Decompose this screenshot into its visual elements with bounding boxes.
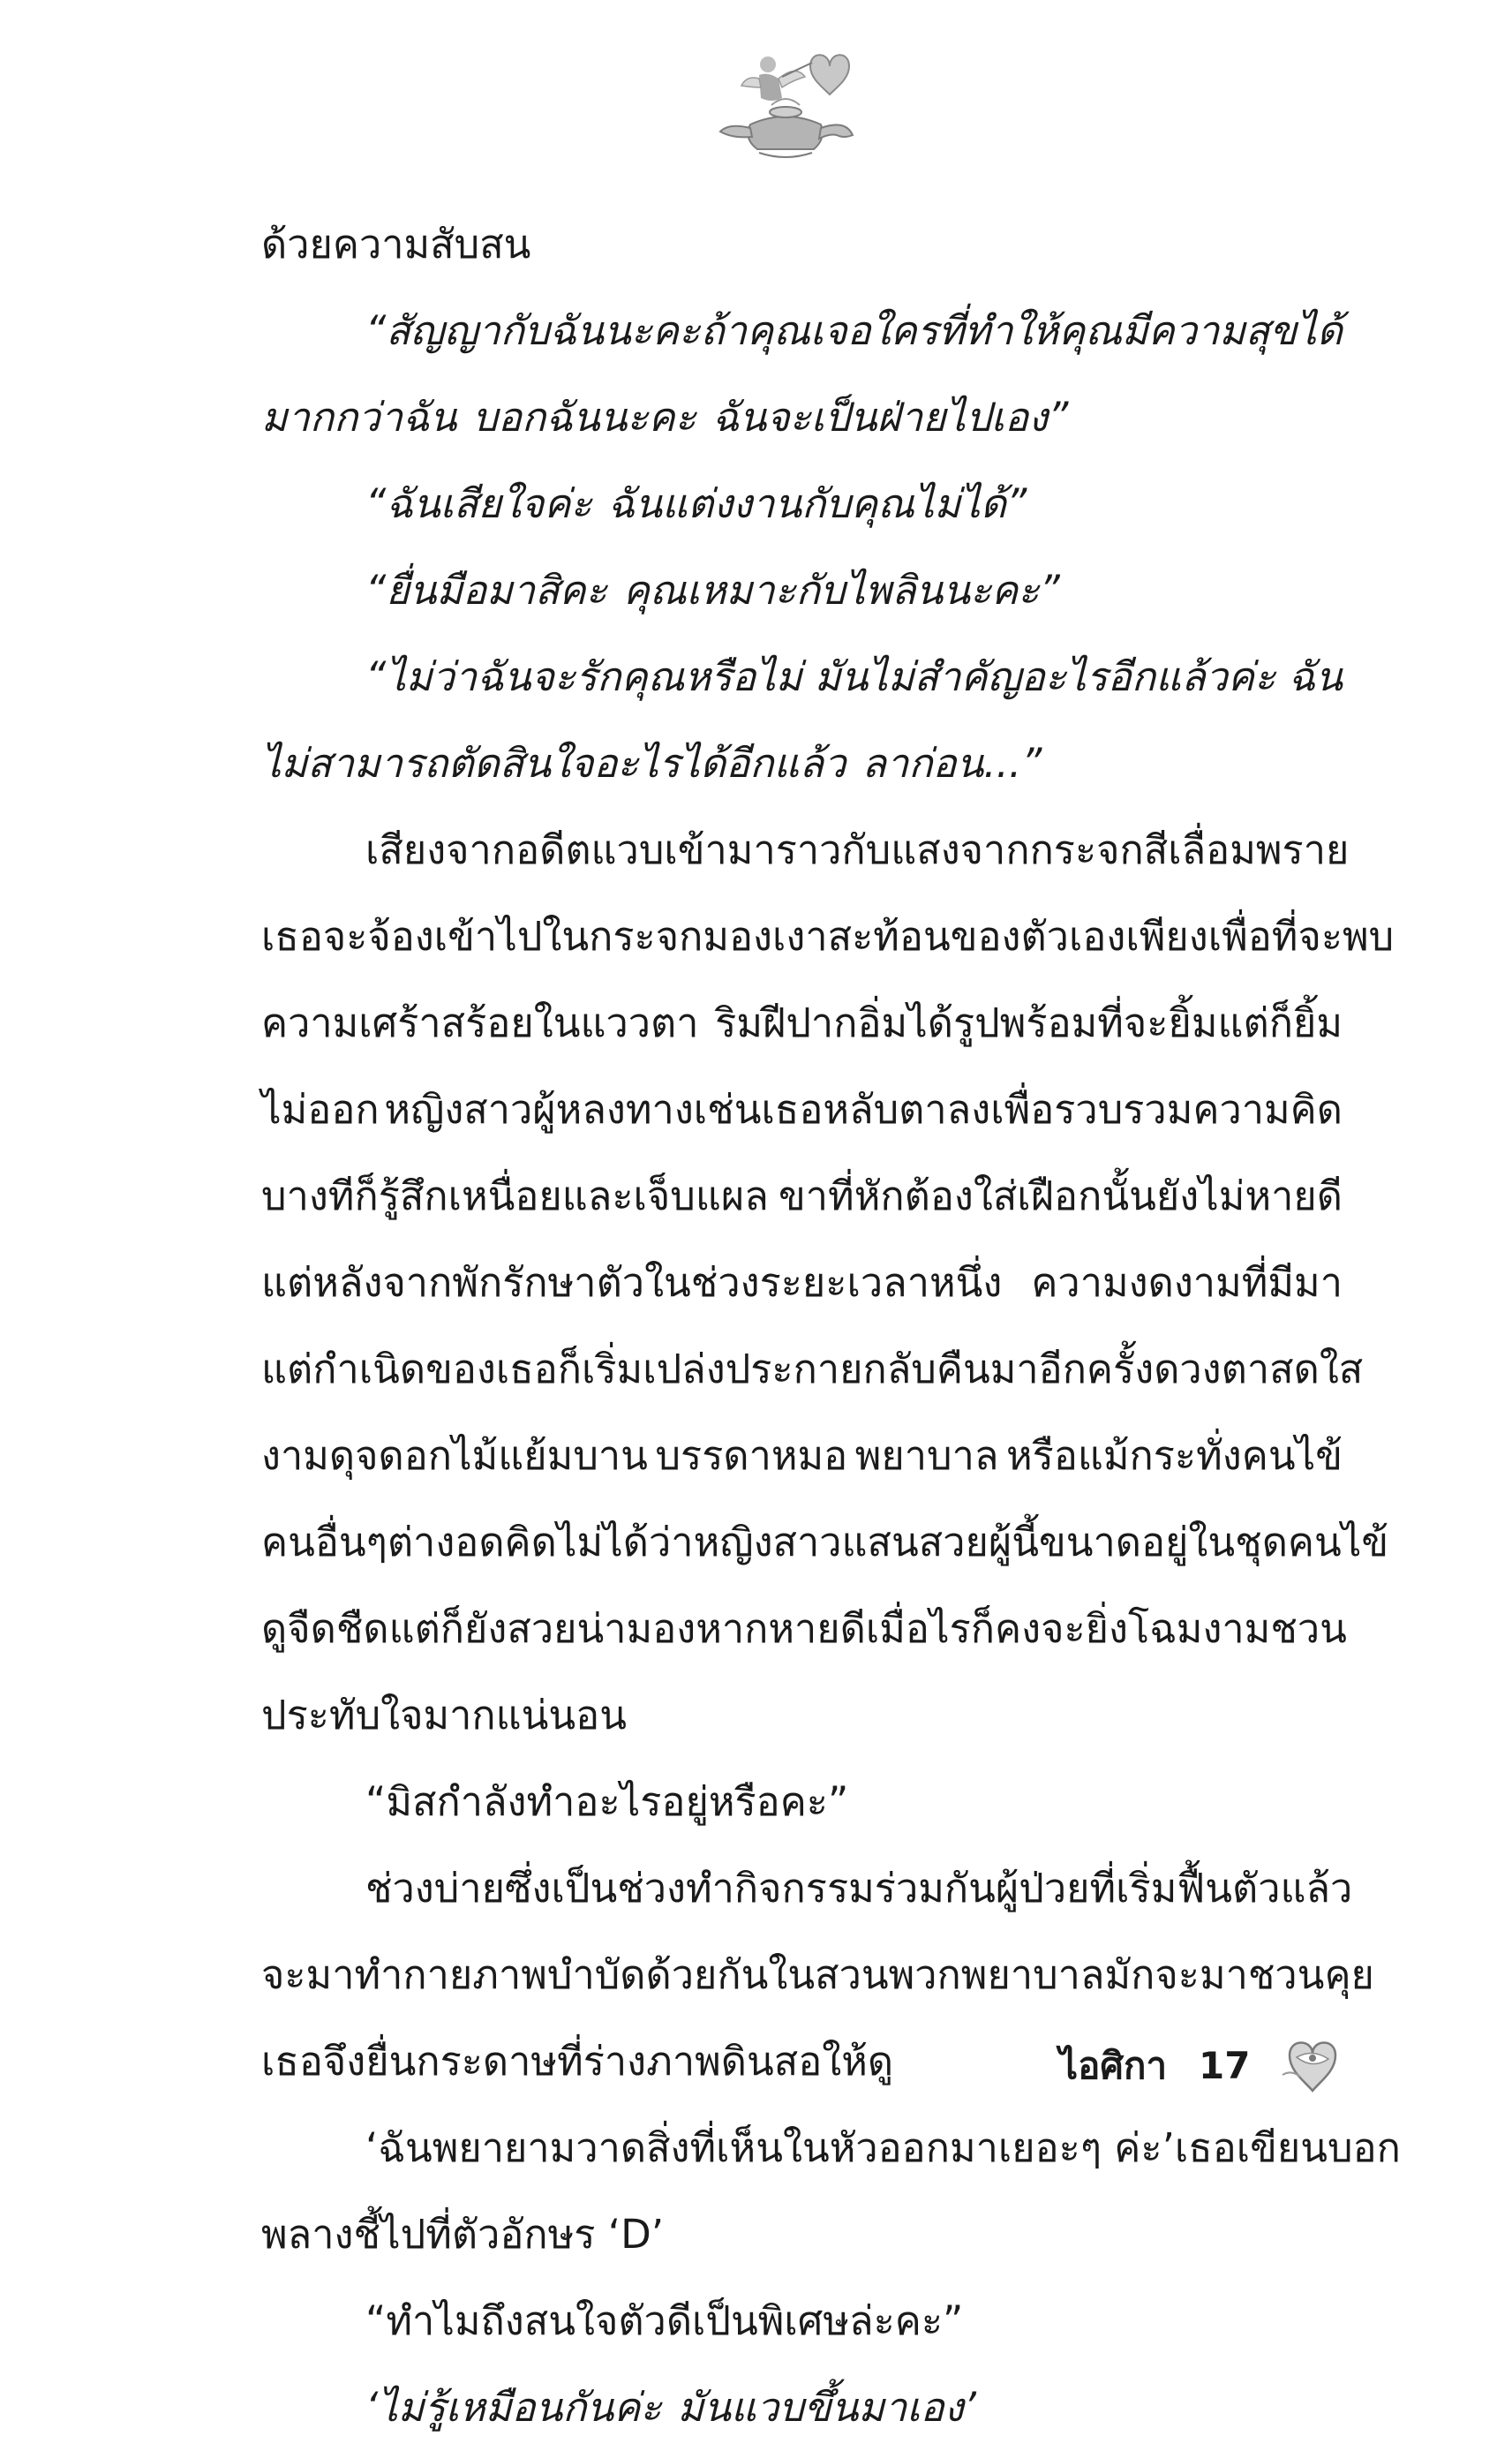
text-segment: “สัญญากับฉันนะคะ: [365, 307, 701, 354]
text-segment: “ทำไมถึงสนใจตัวดีเป็นพิเศษล่ะคะ”: [365, 2297, 964, 2344]
text-segment: ‘ฉันพยายามวาดสิ่งที่เห็นในหัวออกมาเยอะๆ ค่ะ’: [365, 2124, 1175, 2171]
text-line: [261, 807, 1350, 894]
body-text: [261, 201, 1401, 2451]
text-segment: “ฉันเสียใจค่ะ: [365, 480, 592, 527]
text-line: [261, 1067, 1343, 1153]
text-segment: แต่กำเนิดของเธอก็เริ่มเปล่งประกายกลับคืนมาอีกครั้ง: [261, 1346, 1155, 1392]
text-segment: ผู้ป่วยที่เริ่มฟื้นตัวแล้ว: [995, 1865, 1353, 1912]
text-segment: จะมาทำกายภาพบำบัดด้วยกันในสวน: [261, 1951, 889, 1998]
text-segment: พวกพยาบาลมักจะมาชวนคุย: [888, 1951, 1374, 1998]
text-segment: หรือแม้กระทั่งคนไข้: [1005, 1432, 1343, 1479]
text-line: [261, 720, 1343, 807]
text-segment: มันแวบขึ้นมาเอง’: [677, 2384, 976, 2431]
text-segment: ความงดงามที่มีมา: [1031, 1259, 1343, 1306]
text-segment: ช่วงบ่ายซึ่งเป็นช่วงทำกิจกรรมร่วมกัน: [365, 1865, 996, 1912]
text-line: [261, 1499, 1389, 1586]
text-segment: เสียงจากอดีตแวบเข้ามาราวกับแสงจากกระจกสีเลื่อมพราย: [365, 826, 1350, 873]
text-segment: คุณเหมาะกับไพลินนะคะ”: [622, 567, 1060, 614]
book-title: ไอศิกา: [1059, 2044, 1168, 2087]
text-segment: หญิงสาวแสนสวยผู้นี้ขนาดอยู่ในชุดคนไข้: [693, 1519, 1389, 1565]
text-segment: ถ้าคุณเจอใครที่ทำให้คุณมีความสุขได้: [700, 307, 1343, 354]
angel-teapot-heart-icon: [697, 40, 883, 172]
text-segment: ไม่สามารถตัดสินใจอะไรได้อีกแล้ว: [261, 740, 846, 787]
text-segment: ‘ไม่รู้เหมือนกันค่ะ: [365, 2384, 662, 2431]
text-segment: ประทับใจมากแน่นอน: [261, 1692, 627, 1738]
text-line: [261, 2278, 1343, 2364]
text-line: [261, 634, 1343, 720]
text-segment: ริมฝีปากอิ่มได้รูปพร้อมที่จะยิ้มแต่ก็ยิ้ม: [715, 999, 1343, 1046]
text-segment: ขาที่หักต้องใส่เฝือกนั้นยังไม่หายดี: [779, 1173, 1343, 1219]
text-segment: งามดุจดอกไม้แย้มบาน: [261, 1432, 648, 1479]
text-segment: พลางชี้ไปที่ตัวอักษร ‘D’: [261, 2211, 665, 2258]
text-segment: ฉันจะเป็นฝ่ายไปเอง”: [711, 394, 1069, 441]
text-segment: เธอจะจ้องเข้าไปในกระจก: [261, 913, 703, 960]
text-segment: ดูจืดชืดแต่ก็ยังสวยน่ามอง: [261, 1605, 696, 1652]
text-segment: บางทีก็รู้สึกเหนื่อยและเจ็บแผล: [261, 1173, 769, 1219]
text-segment: บรรดาหมอ: [655, 1432, 848, 1479]
text-line: [261, 1413, 1343, 1499]
page-number: 17: [1199, 2044, 1251, 2087]
text-line: [261, 2364, 1343, 2451]
text-line: [261, 2191, 1343, 2278]
text-segment: ไม่ออก: [261, 1086, 380, 1133]
text-segment: เธอเขียนบอก: [1174, 2124, 1401, 2171]
text-segment: ด้วยความสับสน: [261, 221, 531, 268]
text-segment: “ไม่ว่าฉันจะรักคุณหรือไม่: [365, 653, 802, 700]
text-line: [261, 461, 1343, 547]
text-line: [261, 374, 1343, 461]
text-segment: “มิสกำลังทำอะไรอยู่หรือคะ”: [365, 1778, 849, 1825]
text-segment: มากกว่าฉัน: [261, 394, 457, 441]
text-segment: คนอื่นๆ: [261, 1519, 387, 1565]
text-segment: มันไม่สำคัญอะไรอีกแล้วค่ะ: [814, 653, 1276, 700]
text-line: [261, 1759, 1343, 1845]
text-segment: ความเศร้าสร้อยในแววตา: [261, 999, 699, 1046]
text-line: [261, 547, 1343, 634]
page-footer: [1042, 2031, 1359, 2110]
text-line: [261, 1932, 1374, 2018]
text-line: [261, 980, 1343, 1067]
text-line: [261, 201, 1343, 288]
text-segment: ดวงตาสดใส: [1154, 1346, 1364, 1392]
text-segment: ลาก่อน...”: [861, 740, 1042, 787]
text-segment: ฉันแต่งงานกับคุณไม่ได้”: [607, 480, 1027, 527]
text-line: [261, 1845, 1353, 1932]
text-line: [261, 894, 1395, 980]
text-segment: “ยื่นมือมาสิคะ: [365, 567, 607, 614]
text-segment: หญิงสาวผู้หลงทางเช่นเธอหลับตาลงเพื่อรวบรวมความคิด: [384, 1086, 1343, 1133]
text-segment: หากหายดีเมื่อไรก็คงจะยิ่งโฉมงามชวน: [696, 1605, 1347, 1652]
text-segment: พยาบาล: [854, 1432, 999, 1479]
text-line: [261, 2105, 1401, 2191]
heart-ornament-icon: [1274, 2031, 1353, 2101]
text-segment: แต่หลังจากพักรักษาตัวในช่วงระยะเวลาหนึ่ง: [261, 1259, 1003, 1306]
text-segment: บอกฉันนะคะ: [472, 394, 696, 441]
text-line: [261, 1326, 1364, 1413]
text-segment: ฉัน: [1288, 653, 1343, 700]
text-segment: มองเงาสะท้อนของตัวเองเพียงเพื่อที่จะพบ: [703, 913, 1395, 960]
text-segment: ต่างอดคิดไม่ได้ว่า: [387, 1519, 694, 1565]
text-line: [261, 1672, 1343, 1759]
text-segment: เธอจึงยื่นกระดาษที่ร่างภาพดินสอให้ดู: [261, 2038, 894, 2085]
text-line: [261, 1240, 1343, 1326]
text-line: [261, 288, 1343, 374]
text-line: [261, 1153, 1343, 1240]
text-line: [261, 1586, 1347, 1672]
